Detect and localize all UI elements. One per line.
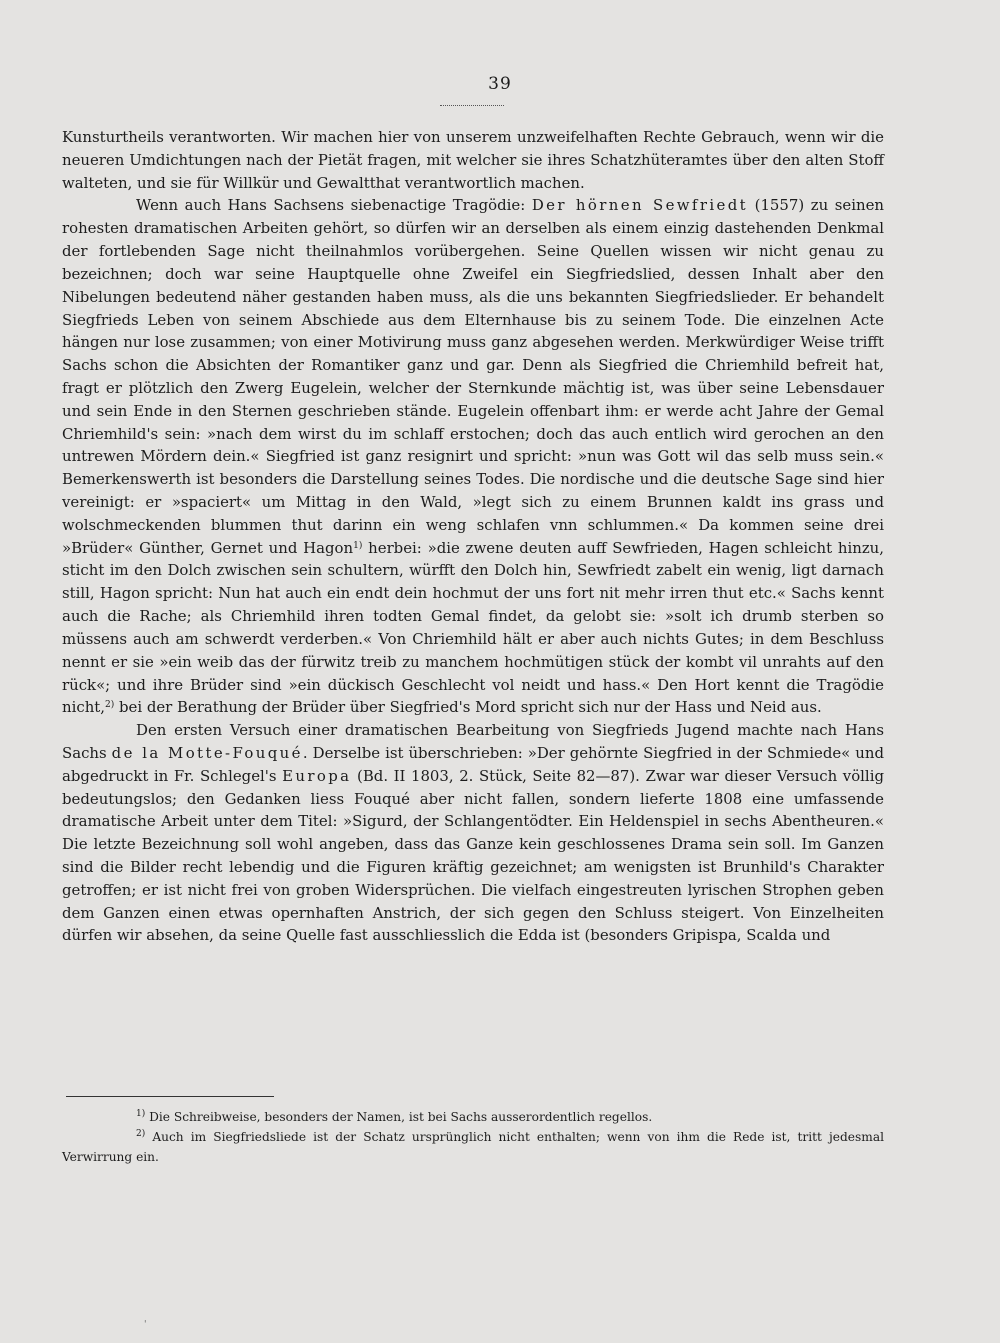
text-run: Kunsturtheils verantworten. Wir machen hier von unserem unzweifelhaften Rechte Gebrauch, wenn wir die neueren Umdichtungen nach der Pietät fragen, mit welcher sie ihres Schatzhüteramtes über den alten Stoff walteten, und sie für Willkür und Gewaltthat verantwortlich machen.: [62, 128, 884, 192]
footnote-marker: 2): [136, 1129, 146, 1139]
spaced-emphasis: de la Motte-Fouqué: [111, 743, 303, 762]
footnote-text: Die Schreibweise, besonders der Namen, ist bei Sachs ausserordentlich regellos.: [145, 1110, 653, 1124]
footnote-rule: [66, 1096, 274, 1097]
footnote-reference: 1): [353, 540, 363, 551]
footnotes: [62, 1107, 884, 1167]
paragraph-p3: [62, 719, 884, 947]
footnote-2: [62, 1127, 884, 1167]
body-text: [62, 126, 884, 947]
text-run: . Derselbe ist überschrieben: »Der gehörnte Siegfried in der Schmiede« und abgedruckt in Fr. Schlegel's: [62, 743, 884, 785]
spaced-emphasis: Europa: [282, 766, 352, 785]
text-run: herbei: »die zwene deuten auff Sewfrieden, Hagen schleicht hinzu, sticht im den Dolch zwischen sein schultern, würfft den Dolch hin, Sewfriedt zabelt ein wenig, ligt darnach still, Hagon spricht: Nun hat auch ein endt dein hochmut der uns fort nit mehr irren thut etc.« Sachs kennt auch die Rache; als Chriemhild ihren todten Gemal findet, da gelobt sie: »solt ich drumb sterben so müssens auch am schwerdt verderben.« Von Chriemhild hält er aber auch nichts Gutes; in dem Beschluss nennt er sie »ein weib das der fürwitz treib zu manchem hochmütigen stück der kombt vil unrahts auf den rück«; und ihre Brüder sind »ein dückisch Geschlecht vol neidt und hass.« Den Hort kennt die Tragödie nicht,: [62, 538, 884, 717]
text-run: Wenn auch Hans Sachsens siebenactige Tragödie:: [136, 196, 532, 215]
page-number-ornament: [440, 100, 504, 106]
text-run: Den ersten Versuch einer dramatischen Bearbeitung von Siegfrieds Jugend machte nach Hans Sachs: [62, 721, 884, 762]
spaced-emphasis: Der hörnen Sewfriedt: [531, 196, 749, 215]
text-run: (Bd. II 1803, 2. Stück, Seite 82—87). Zwar war dieser Versuch völlig bedeutungslos; den Gedanken liess Fouqué aber nicht fallen, sondern lieferte 1808 eine umfassende dramatische Arbeit unter dem Titel: »Sigurd, der Schlangentödter. Ein Heldenspiel in sechs Abentheuren.« Die letzte Bezeichnung soll wohl angeben, dass das Ganze kein geschlossenes Drama sein soll. Im Ganzen sind die Bilder recht lebendig und die Figuren kräftig gezeichnet; am wenigsten ist Brunhild's Charakter getroffen; er ist nicht frei von groben Widersprüchen. Die vielfach eingestreuten lyrischen Strophen geben dem Ganzen einen etwas opernhaften Anstrich, der sich gegen den Schluss steigert. Von Einzelheiten dürfen wir absehen, da seine Quelle fast ausschliesslich die Edda ist (besonders Gripispa, Scalda und: [62, 766, 884, 945]
text-run: bei der Berathung der Brüder über Siegfried's Mord spricht sich nur der Hass und Neid aus.: [114, 698, 822, 717]
paragraph-p2: [62, 194, 884, 719]
text-run: (1557) zu seinen rohesten dramatischen Arbeiten gehört, so dürfen wir an derselben als einem einzig dastehenden Denkmal der fortlebenden Sage nicht theilnahmlos vorübergehen. Seine Quellen wissen wir nicht genau zu bezeichnen; doch war seine Hauptquelle ohne Zweifel ein Siegfriedslied, dessen Inhalt aber den Nibelungen bedeutend näher gestanden haben muss, als die uns bekannten Siegfriedslieder. Er behandelt Siegfrieds Leben von seinem Abschiede aus dem Elternhause bis zu seinem Tode. Die einzelnen Acte hängen nur lose zusammen; von einer Motivirung muss ganz abgesehen werden. Merkwürdiger Weise trifft Sachs schon die Absichten der Romantiker ganz und gar. Denn als Siegfried die Chriemhild befreit hat, fragt er plötzlich den Zwerg Eugelein, welcher der Sternkunde mächtig ist, was über seine Lebensdauer und sein Ende in den Sternen geschrieben stände. Eugelein offenbart ihm: er werde acht Jahre der Gemal Chriemhild's sein: »nach dem wirst du im schlaff erstochen; doch das auch entlich wird gerochen an den untrewen Mördern dein.« Siegfried ist ganz resignirt und spricht: »nun was Gott wil das selb muss sein.« Bemerkenswerth ist besonders die Darstellung seines Todes. Die nordische und die deutsche Sage sind hier vereinigt: er »spaciert« um Mittag in den Wald, »legt sich zu einem Brunnen kaldt ins grass und wolschmeckenden blummen thut darinn ein weng schlafen vnn schlummen.« Da kommen seine drei »Brüder« Günther, Gernet und Hagon: [62, 196, 884, 557]
footnote-1: [62, 1107, 884, 1127]
footnote-reference: 2): [105, 700, 115, 711]
page-number: 39: [488, 74, 512, 94]
paragraph-p1: [62, 126, 884, 194]
stray-mark: ': [144, 1320, 147, 1330]
footnote-text: Auch im Siegfriedsliede ist der Schatz ursprünglich nicht enthalten; wenn von ihm die Rede ist, tritt jedesmal Verwirrung ein.: [62, 1130, 884, 1164]
footnote-marker: 1): [136, 1109, 146, 1119]
